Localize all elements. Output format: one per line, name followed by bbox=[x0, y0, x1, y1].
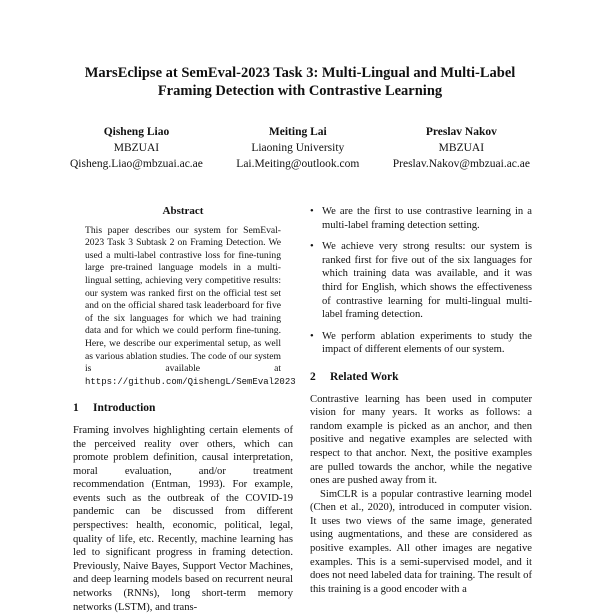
section-heading-related-work bbox=[310, 371, 532, 385]
author-email: Preslav.Nakov@mbzuai.ac.ae bbox=[392, 158, 530, 170]
abstract-heading: Abstract bbox=[162, 205, 204, 217]
author-1 bbox=[70, 124, 203, 172]
title-line-2: Framing Detection with Contrastive Learning bbox=[157, 83, 443, 99]
code-url[interactable]: https://github.com/QishengL/SemEval2023 bbox=[85, 376, 296, 387]
section-heading-introduction bbox=[73, 402, 293, 416]
author-2 bbox=[236, 124, 359, 172]
bullet-icon: • bbox=[310, 330, 314, 342]
author-affiliation: MBZUAI bbox=[438, 142, 485, 154]
abstract-body bbox=[73, 224, 296, 389]
bullet-icon: • bbox=[310, 241, 314, 253]
related-paragraph-2: SimCLR is a popular contrastive learning model (Chen et al., 2020), introduced in computer vision. It uses two views of the same image, generated using augmentations, and these are considered as positive examples. All other images are negative examples. This is a semi-supervised model, and it does not need labeled data for training. The result of this training is a good encoder with a bbox=[310, 488, 532, 595]
title-line-1: MarsEclipse at SemEval-2023 Task 3: Multi-Lingual and Multi-Label bbox=[84, 65, 516, 81]
section-number: 2 bbox=[310, 370, 316, 383]
list-item bbox=[310, 240, 532, 322]
section-title: Introduction bbox=[93, 402, 156, 415]
list-item-text: We achieve very strong results: our system is ranked first for five out of the six languages for which training data was available, and it was third for English, which shows the effectiveness of contrastive learning for multi-lingual multi-label framing detection. bbox=[322, 241, 532, 321]
left-column bbox=[73, 205, 296, 614]
author-name: Meiting Lai bbox=[268, 126, 327, 138]
section-title: Related Work bbox=[330, 370, 399, 383]
list-item-text: We perform ablation experiments to study the impact of different elements of our system. bbox=[322, 330, 532, 356]
author-block bbox=[70, 124, 530, 172]
abstract-text: This paper describes our system for SemEval-2023 Task 3 Subtask 2 on Framing Detection. We used a multi-label contrastive loss for fine-tuning large pre-trained language models in a multi-lingual setting, achieving very competitive results: our system was ranked first on the official test set and on the official shared task leaderboard for five of the six languages for which we had training data and for which we could perform fine-tuning. Here, we describe our experimental setup, as well as various ablation studies. The code of our system is available at bbox=[85, 224, 281, 375]
list-item bbox=[310, 205, 532, 232]
list-item-text: We are the first to use contrastive learning in a multi-label framing detection setting. bbox=[322, 206, 532, 231]
author-affiliation: Liaoning University bbox=[251, 142, 345, 154]
list-item bbox=[310, 330, 532, 357]
section-number: 1 bbox=[73, 402, 79, 415]
author-affiliation: MBZUAI bbox=[113, 142, 160, 154]
related-paragraph-1: Contrastive learning has been used in computer vision for many years. It works as follows: a random example is picked as an anchor, and then positive and negative examples are selected with respect to that anchor. Next, the positive examples are pulled towards the anchor, while the negative ones are pushed away from it. bbox=[310, 393, 532, 487]
author-email: Qisheng.Liao@mbzuai.ac.ae bbox=[70, 158, 203, 170]
bullet-icon: • bbox=[310, 206, 314, 217]
author-3 bbox=[393, 124, 530, 172]
author-name: Qisheng Liao bbox=[103, 126, 170, 138]
paper-title bbox=[60, 64, 540, 100]
author-name: Preslav Nakov bbox=[425, 126, 497, 138]
author-email: Lai.Meiting@outlook.com bbox=[236, 158, 360, 170]
right-column bbox=[310, 205, 532, 596]
intro-paragraph: Framing involves highlighting certain elements of the perceived reality over others, which can promote problem definition, causal interpretation, moral evaluation, and/or treatment recommendation (Entman, 1993). For example, events such as the outbreak of the COVID-19 pandemic can be discussed from different perspectives: health, economic, political, legal, quality of life, etc. Recently, machine learning has led to significant progress in framing detection. Previously, Naive Bayes, Support Vector Machines, and deep learning models based on recurrent neural networks (RNNs), long short-term memory networks (LSTM), and trans- bbox=[73, 424, 293, 613]
contribution-list bbox=[310, 205, 532, 357]
